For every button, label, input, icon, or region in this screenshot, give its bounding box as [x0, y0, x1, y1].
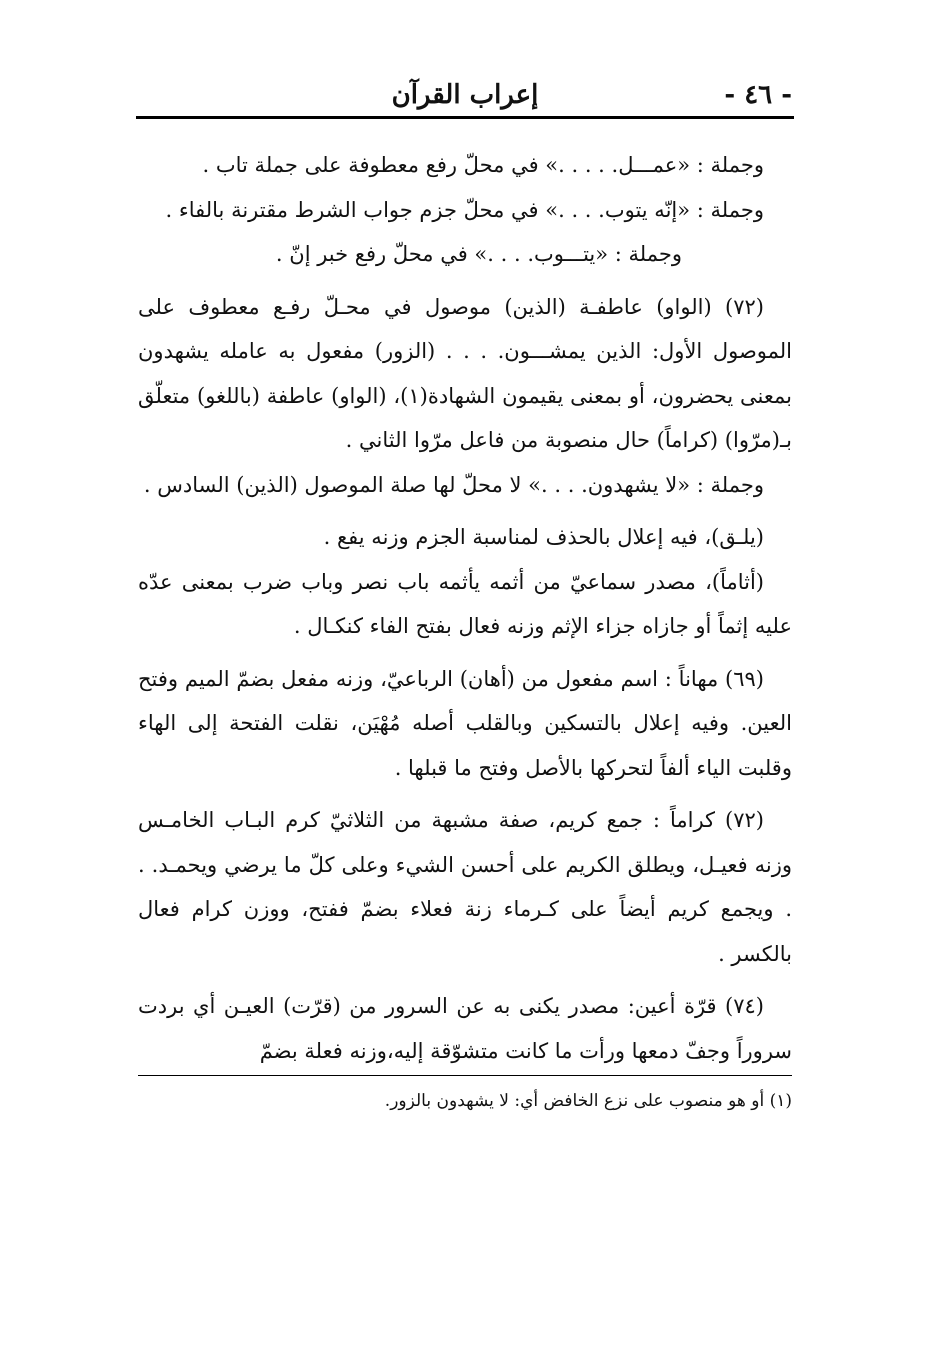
paragraph: (أثاماً)، مصدر سماعيّ من أثمه يأثمه باب نصر وباب ضرب بمعنى عدّه عليه إثماً أو جازاه جزاء الإثم وزنه فعال بفتح الفاء كنكـال . [138, 569, 792, 638]
text-block [138, 515, 792, 649]
running-title: إعراب القرآن [391, 80, 539, 110]
page-header [138, 70, 792, 116]
paragraph: (يلـق)، فيه إعلال بالحذف لمناسبة الجزم وزنه يفع . [323, 525, 764, 549]
paragraph: وجملة : «لا يشهدون. . . .» لا محلّ لها صلة الموصول (الذين) السادس . [143, 472, 764, 497]
footnote-rule [138, 1075, 792, 1076]
page-body [138, 143, 792, 1116]
paragraph: (٦٩) مهاناً : اسم مفعول من (أهان) الرباعيّ، وزنه مفعل بضمّ الميم وفتح العين. وفيه إعلال بالتسكين وبالقلب أصله مُهْيَن، نقلت الفتحة إلى الهاء وقلبت الياء ألفاً لتحركها بالأصل وفتح ما قبلها . [138, 666, 792, 780]
page-number: - ٤٦ - [724, 80, 792, 110]
text-block [138, 657, 792, 791]
paragraph: (٧٢) (الواو) عاطفـة (الذين) موصول في محـلّ رفـع معطوف على الموصول الأول: الذين يمشـــون. . . . (الزور) مفعول به عامله يشهدون بمعنى يحضرون، أو بمعنى يقيمون الشهادة(١)، (الواو) عاطفة (باللغو) متعلّق بـ(مرّوا) (كراماً) حال منصوبة من فاعل مرّوا الثاني . [138, 294, 792, 452]
paragraph: وجملة : «يتـــوب. . . .» في محلّ رفع خبر إنّ . [275, 242, 682, 266]
book-page [138, 70, 792, 1116]
paragraph: وجملة : «عمـــل. . . . .» في محلّ رفع معطوفة على جملة تاب . [202, 153, 764, 177]
text-block [138, 285, 792, 508]
header-rule [136, 116, 794, 119]
text-block [138, 143, 792, 277]
text-block [138, 984, 792, 1073]
paragraph: وجملة : «إنّه يتوب. . . .» في محلّ جزم جواب الشرط مقترنة بالفاء . [165, 197, 764, 222]
text-block [138, 798, 792, 976]
paragraph: (٧٢) كراماً : جمع كريم، صفة مشبهة من الثلاثيّ كرم البـاب الخامـس وزنه فعيـل، ويطلق الكريم على أحسن الشيء وعلى كلّ ما يرضي ويحمـد. . . ويجمع كريم أيضاً على كـرماء زنة فعلاء بضمّ ففتح، ووزن كرام فعال بالكسر . [138, 808, 792, 966]
paragraph: (٧٤) قرّة أعين: مصدر يكنى به عن السرور من (قرّت) العيـن أي بردت سروراً وجفّ دمعها ورأت ما كانت متشوّقة إليه،وزنه فعلة بضمّ [138, 994, 792, 1063]
footnote: (١) أو هو منصوب على نزع الخافض أي: لا يشهدون بالزور. [384, 1091, 792, 1111]
